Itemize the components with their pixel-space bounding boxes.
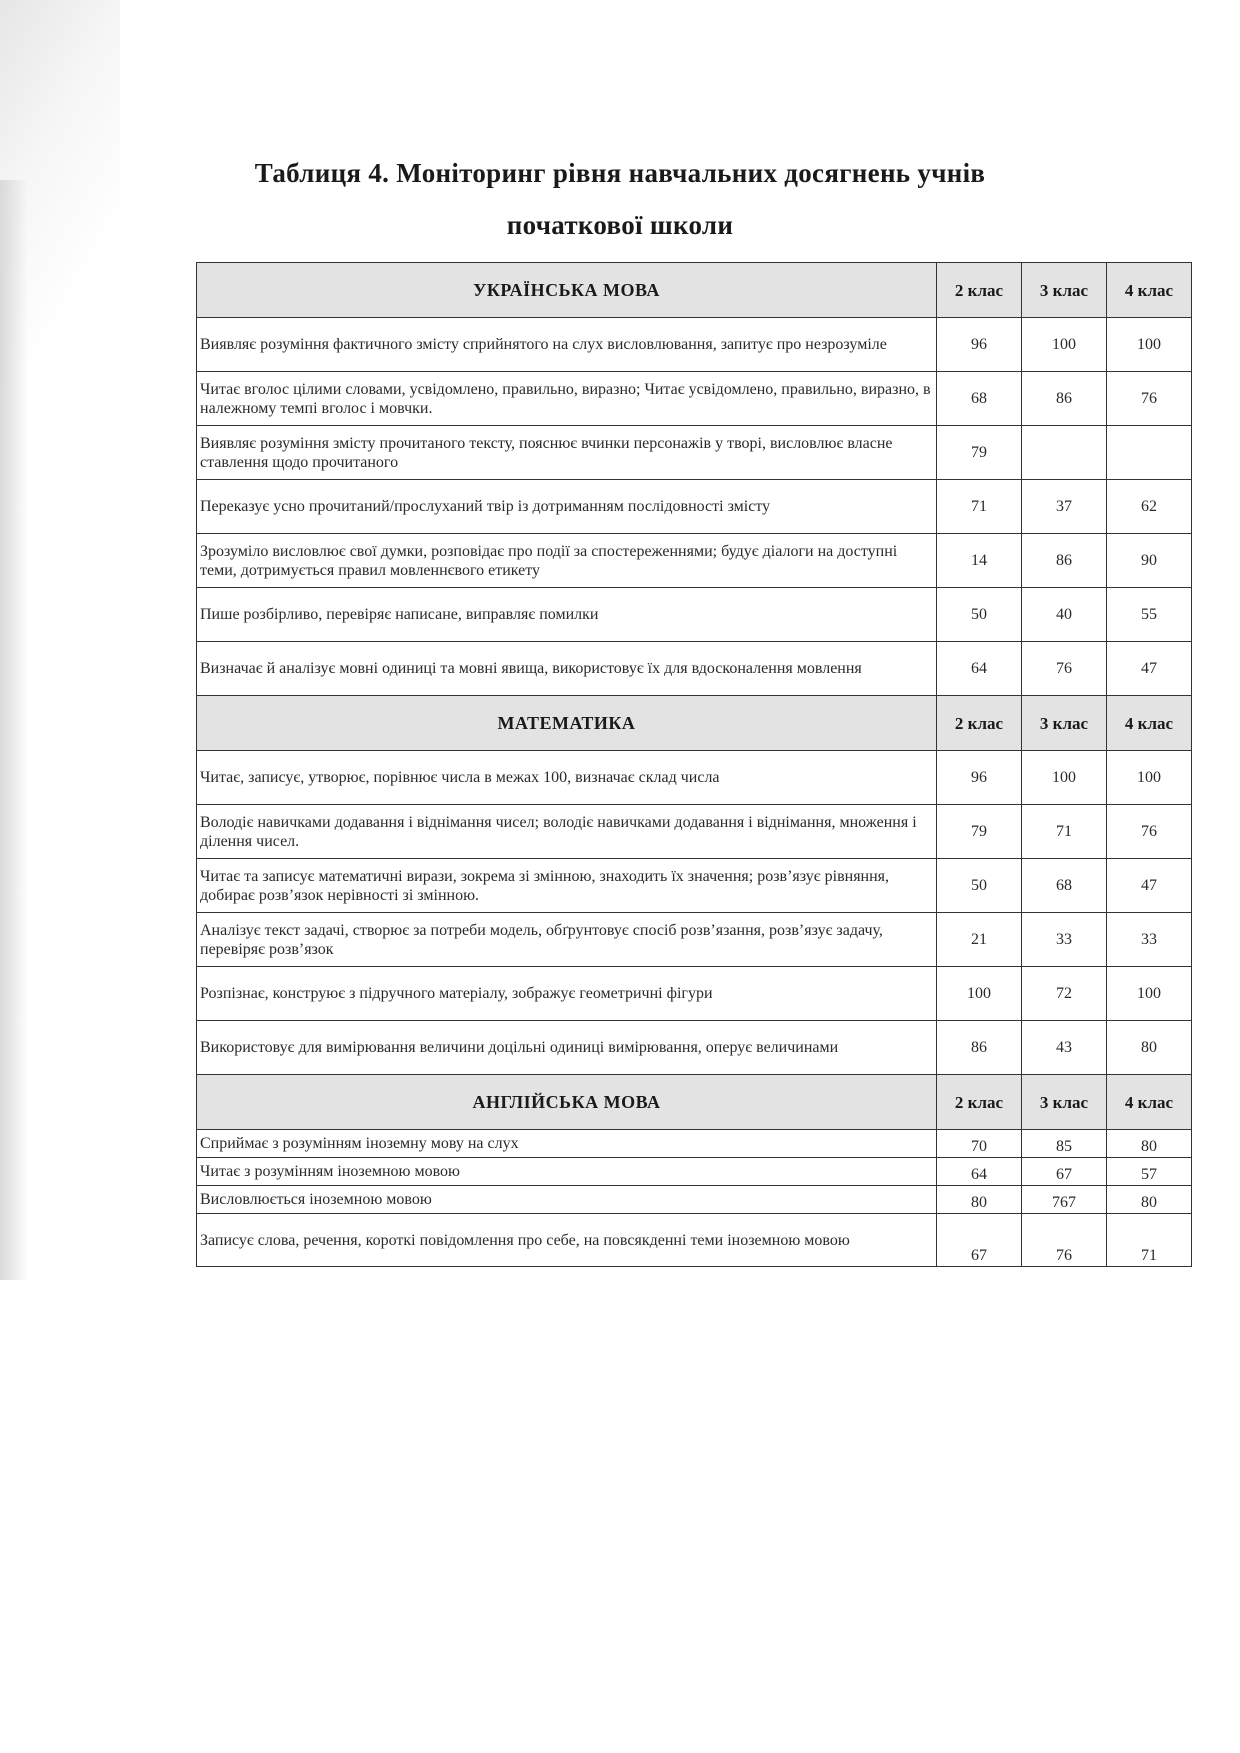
score-cell	[1022, 426, 1107, 480]
score-cell: 86	[1022, 534, 1107, 588]
table-row	[197, 480, 1192, 534]
score-cell: 79	[937, 426, 1022, 480]
score-cell: 85	[1022, 1130, 1107, 1158]
table-row	[197, 426, 1192, 480]
table-row	[197, 1186, 1192, 1214]
score-cell: 14	[937, 534, 1022, 588]
score-cell: 37	[1022, 480, 1107, 534]
table-row	[197, 642, 1192, 696]
row-description: Пише розбірливо, перевіряє написане, виправляє помилки	[197, 588, 937, 642]
table-row	[197, 1214, 1192, 1267]
row-description: Розпізнає, конструює з підручного матеріалу, зображує геометричні фігури	[197, 967, 937, 1021]
score-cell: 64	[937, 1158, 1022, 1186]
row-description: Читає з розумінням іноземною мовою	[197, 1158, 937, 1186]
scan-shadow-edge	[0, 180, 28, 1280]
row-description: Виявляє розуміння фактичного змісту сприйнятого на слух висловлювання, запитує про незрозуміле	[197, 318, 937, 372]
score-cell: 80	[1107, 1130, 1192, 1158]
score-cell: 33	[1107, 913, 1192, 967]
score-cell: 70	[937, 1130, 1022, 1158]
score-cell: 50	[937, 588, 1022, 642]
table-row	[197, 967, 1192, 1021]
score-cell: 100	[1107, 751, 1192, 805]
table-row	[197, 805, 1192, 859]
column-header: 2 клас	[937, 1075, 1022, 1130]
score-cell: 33	[1022, 913, 1107, 967]
row-description: Читає, записує, утворює, порівнює числа в межах 100, визначає склад числа	[197, 751, 937, 805]
score-cell: 43	[1022, 1021, 1107, 1075]
section-title: УКРАЇНСЬКА МОВА	[197, 263, 937, 318]
score-cell: 767	[1022, 1186, 1107, 1214]
row-description: Читає та записує математичні вирази, зокрема зі змінною, знаходить їх значення; розв’язує рівняння, добирає розв’язок нерівності зі змінною.	[197, 859, 937, 913]
table-row	[197, 534, 1192, 588]
section-header-row	[197, 1075, 1192, 1130]
table-row	[197, 1021, 1192, 1075]
score-cell: 67	[937, 1214, 1022, 1267]
column-header: 4 клас	[1107, 696, 1192, 751]
table-row	[197, 913, 1192, 967]
table-row	[197, 859, 1192, 913]
column-header: 3 клас	[1022, 1075, 1107, 1130]
row-description: Використовує для вимірювання величини доцільні одиниці вимірювання, оперує величинами	[197, 1021, 937, 1075]
table-body	[197, 263, 1192, 1267]
section-title: АНГЛІЙСЬКА МОВА	[197, 1075, 937, 1130]
score-cell: 72	[1022, 967, 1107, 1021]
column-header: 2 клас	[937, 263, 1022, 318]
score-cell: 47	[1107, 859, 1192, 913]
score-cell: 96	[937, 318, 1022, 372]
score-cell: 21	[937, 913, 1022, 967]
score-cell: 76	[1107, 805, 1192, 859]
row-description: Висловлюється іноземною мовою	[197, 1186, 937, 1214]
score-cell: 76	[1022, 1214, 1107, 1267]
score-cell: 96	[937, 751, 1022, 805]
score-cell: 80	[937, 1186, 1022, 1214]
row-description: Визначає й аналізує мовні одиниці та мовні явища, використовує їх для вдосконалення мовлення	[197, 642, 937, 696]
score-cell: 67	[1022, 1158, 1107, 1186]
score-cell: 86	[1022, 372, 1107, 426]
column-header: 4 клас	[1107, 1075, 1192, 1130]
section-title: МАТЕМАТИКА	[197, 696, 937, 751]
score-cell: 100	[1022, 751, 1107, 805]
score-cell: 76	[1107, 372, 1192, 426]
achievement-table	[196, 262, 1192, 1267]
score-cell: 71	[1107, 1214, 1192, 1267]
score-cell: 79	[937, 805, 1022, 859]
row-description: Записує слова, речення, короткі повідомлення про себе, на повсякденні теми іноземною мовою	[197, 1214, 937, 1267]
column-header: 2 клас	[937, 696, 1022, 751]
page-title: Таблиця 4. Моніторинг рівня навчальних досягнень учнів	[254, 158, 986, 188]
table-row	[197, 588, 1192, 642]
score-cell: 90	[1107, 534, 1192, 588]
table-row	[197, 372, 1192, 426]
section-header-row	[197, 263, 1192, 318]
score-cell: 57	[1107, 1158, 1192, 1186]
score-cell: 55	[1107, 588, 1192, 642]
score-cell: 47	[1107, 642, 1192, 696]
score-cell: 80	[1107, 1186, 1192, 1214]
column-header: 4 клас	[1107, 263, 1192, 318]
score-cell: 71	[937, 480, 1022, 534]
score-cell	[1107, 426, 1192, 480]
score-cell: 100	[1107, 967, 1192, 1021]
row-description: Переказує усно прочитаний/прослуханий твір із дотриманням послідовності змісту	[197, 480, 937, 534]
score-cell: 68	[1022, 859, 1107, 913]
score-cell: 50	[937, 859, 1022, 913]
section-header-row	[197, 696, 1192, 751]
column-header: 3 клас	[1022, 263, 1107, 318]
score-cell: 40	[1022, 588, 1107, 642]
score-cell: 62	[1107, 480, 1192, 534]
score-cell: 100	[1107, 318, 1192, 372]
row-description: Виявляє розуміння змісту прочитаного тексту, пояснює вчинки персонажів у творі, висловлює власне ставлення щодо прочитаного	[197, 426, 937, 480]
row-description: Зрозуміло висловлює свої думки, розповідає про події за спостереженнями; будує діалоги на доступні теми, дотримується правил мовленнєвого етикету	[197, 534, 937, 588]
table-row	[197, 318, 1192, 372]
row-description: Аналізує текст задачі, створює за потреби модель, обґрунтовує спосіб розв’язання, розв’язує задачу, перевіряє розв’язок	[197, 913, 937, 967]
score-cell: 86	[937, 1021, 1022, 1075]
score-cell: 76	[1022, 642, 1107, 696]
table-row	[197, 1158, 1192, 1186]
score-cell: 100	[937, 967, 1022, 1021]
row-description: Читає вголос цілими словами, усвідомлено, правильно, виразно; Читає усвідомлено, правильно, виразно, в належному темпі вголос і мовчки.	[197, 372, 937, 426]
column-header: 3 клас	[1022, 696, 1107, 751]
score-cell: 71	[1022, 805, 1107, 859]
table-row	[197, 1130, 1192, 1158]
page-subtitle: початкової школи	[506, 210, 734, 240]
row-description: Володіє навичками додавання і віднімання чисел; володіє навичками додавання і віднімання, множення і ділення чисел.	[197, 805, 937, 859]
row-description: Сприймає з розумінням іноземну мову на слух	[197, 1130, 937, 1158]
score-cell: 100	[1022, 318, 1107, 372]
score-cell: 80	[1107, 1021, 1192, 1075]
table-row	[197, 751, 1192, 805]
score-cell: 64	[937, 642, 1022, 696]
score-cell: 68	[937, 372, 1022, 426]
